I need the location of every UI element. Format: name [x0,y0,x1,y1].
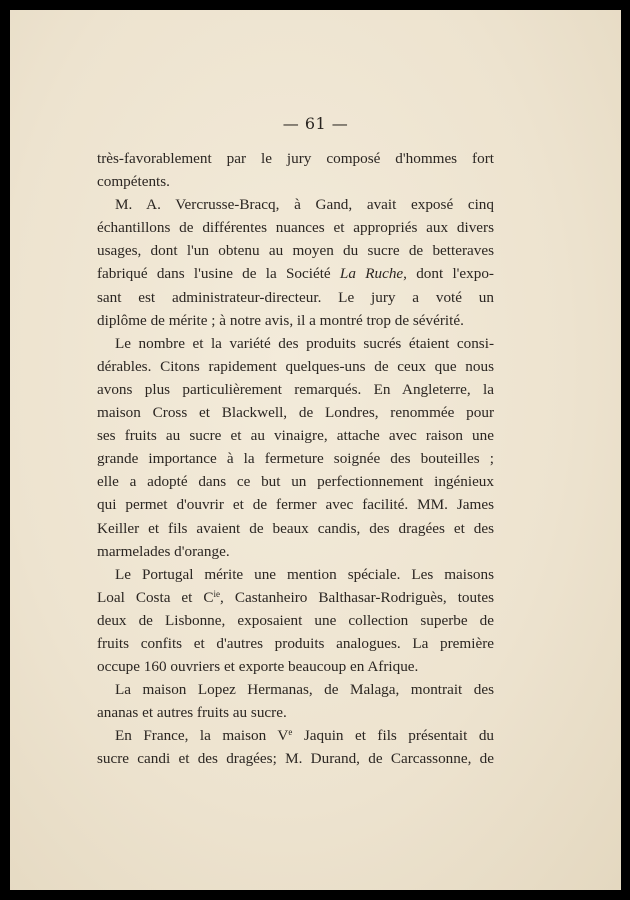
text-line: Le Portugal mérite une mention spéciale. Les maisons [115,565,494,583]
text-line: marmelades d'orange. [97,542,230,560]
text-line [97,586,494,609]
page-number: — 61 — [282,114,349,133]
text-segment: Loal Costa et C [97,588,214,606]
superscript: e [288,727,293,738]
text-line: sant est administrateur-directeur. Le jury a voté un [97,288,494,306]
text-segment: , dont l'expo- [403,265,494,283]
text-segment: fabriqué dans l'usine de la Société [97,265,340,283]
text-line: elle a adopté dans ce but un perfectionnement ingénieux [97,473,494,491]
text-line: usages, dont l'un obtenu au moyen du sucre de betteraves [97,242,494,260]
italic-company-name: La Ruche [339,265,404,283]
text-line: grande importance à la fermeture soignée des bouteilles ; [97,450,494,468]
text-line: occupe 160 ouvriers et exporte beaucoup en Afrique. [97,658,419,676]
text-line: très-favorablement par le jury composé d'hommes fort [97,150,494,167]
text-line: Keiller et fils avaient de beaux candis, des dragées et des [97,519,494,537]
text-segment: Jaquin et fils présentait du [292,727,495,745]
text-line: fruits confits et d'autres produits analogues. La première [97,634,494,652]
text-segment: En France, la maison V [115,727,289,745]
text-line [97,262,494,285]
text-line: maison Cross et Blackwell, de Londres, renommée pour [97,404,494,422]
superscript: ie [213,588,221,599]
text-line: M. A. Vercrusse-Bracq, à Gand, avait exposé cinq [115,196,494,214]
book-page [10,10,621,890]
page-body-text [97,147,494,771]
text-line: sucre candi et des dragées; M. Durand, de Carcassonne, de [97,750,494,768]
text-line: dérables. Citons rapidement quelques-uns de ceux que nous [97,357,494,375]
text-line: échantillons de différentes nuances et appropriés aux divers [97,219,494,237]
text-line: La maison Lopez Hermanas, de Malaga, montrait des [115,681,494,699]
text-line: avons plus particulièrement remarqués. En Angleterre, la [97,380,494,398]
text-line [97,724,494,747]
text-segment: , Castanheiro Balthasar-Rodriguès, toutes [220,588,494,606]
text-line: compétents. [97,173,170,191]
text-line: qui permet d'ouvrir et de fermer avec facilité. MM. James [97,496,494,514]
text-line: Le nombre et la variété des produits sucrés étaient consi- [115,334,494,352]
text-line: diplôme de mérite ; à notre avis, il a montré trop de sévérité. [97,311,464,329]
text-line: ananas et autres fruits au sucre. [97,704,287,722]
text-line: deux de Lisbonne, exposaient une collection superbe de [97,611,494,629]
text-line: ses fruits au sucre et au vinaigre, attache avec raison une [97,427,494,445]
